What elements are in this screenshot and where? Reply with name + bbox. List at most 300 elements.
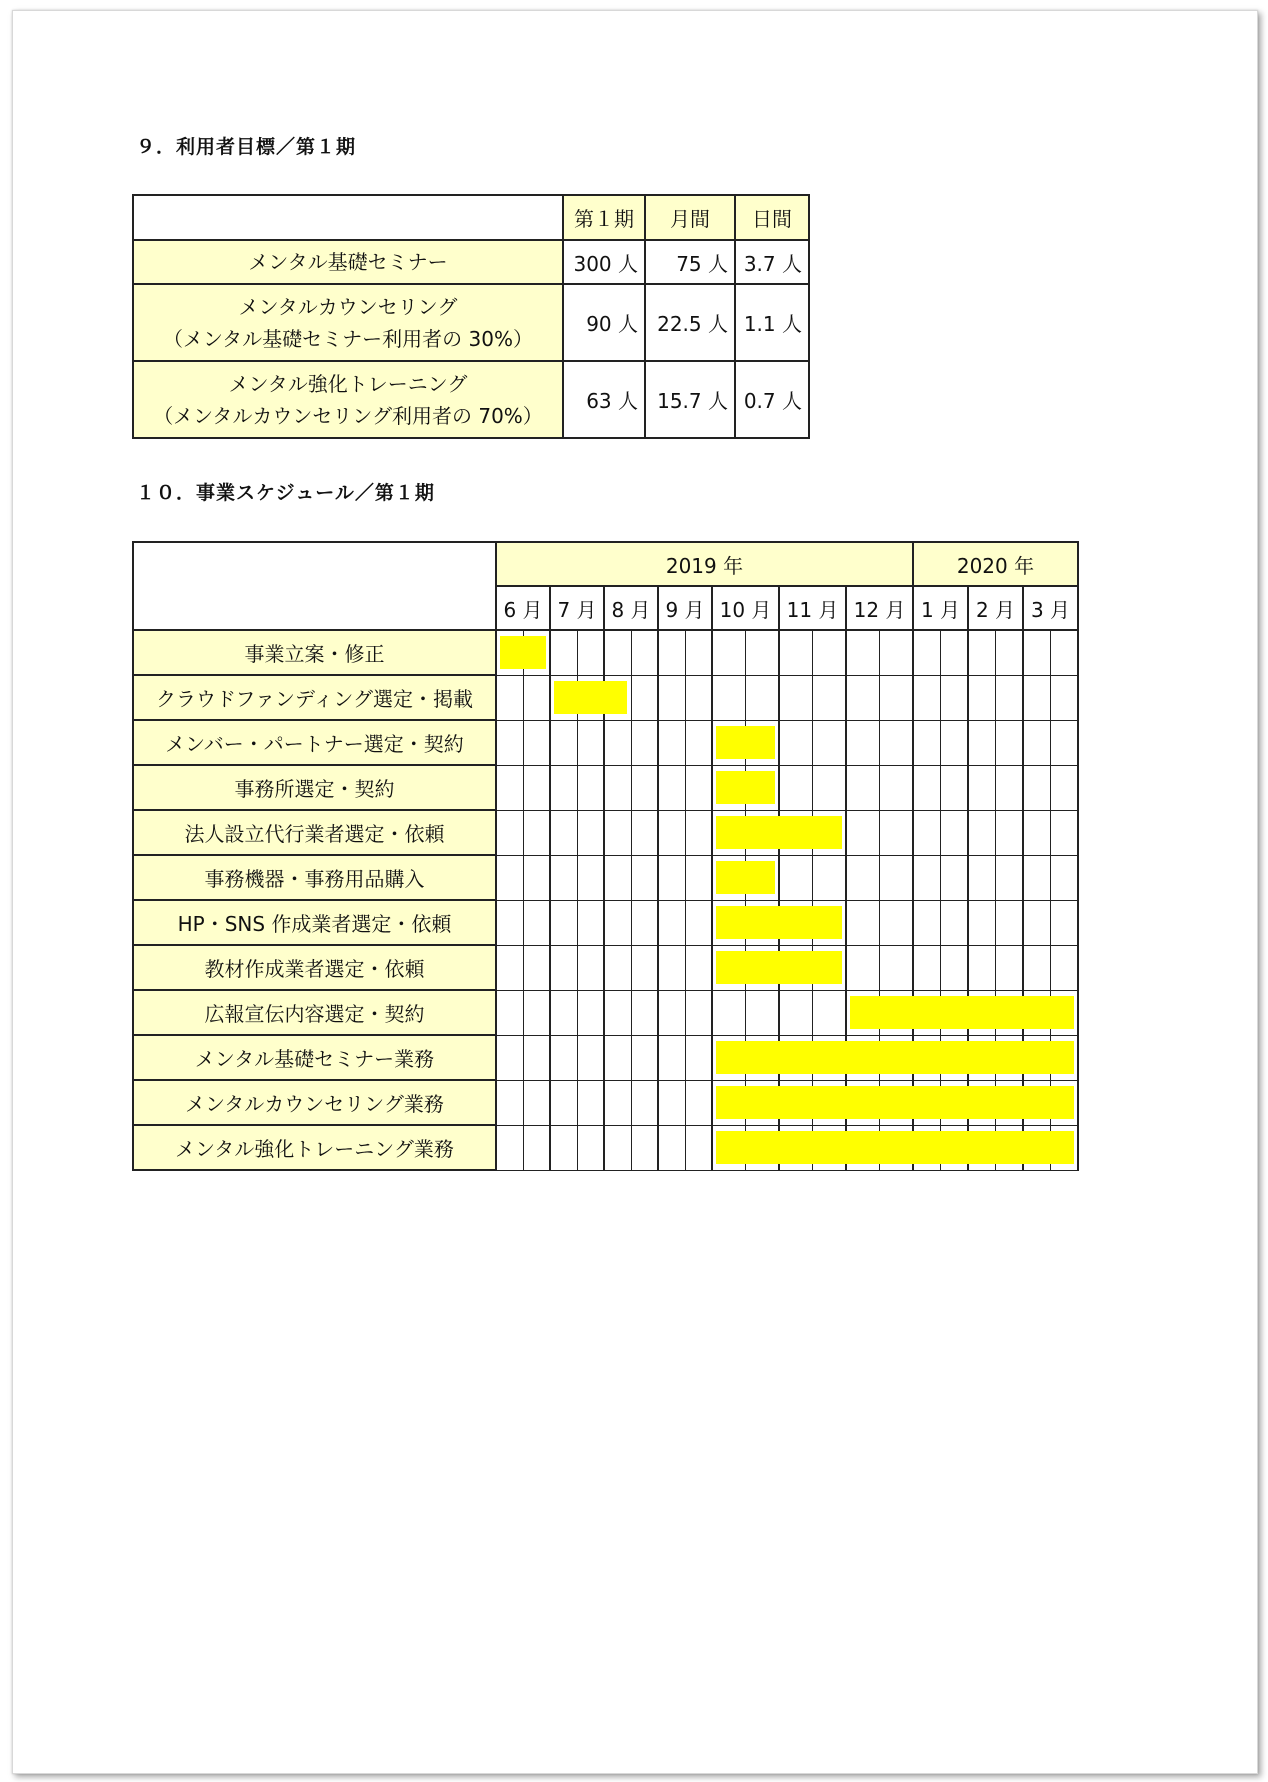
schedule-cell [685, 1035, 712, 1080]
schedule-cell [846, 1080, 880, 1125]
schedule-cell [913, 720, 941, 765]
schedule-task-row [133, 1080, 1078, 1125]
schedule-cell [577, 900, 604, 945]
schedule-cell [880, 630, 914, 675]
schedule-cell [631, 900, 658, 945]
schedule-cell [550, 1125, 577, 1170]
schedule-cell [577, 630, 604, 675]
schedule-cell [550, 1080, 577, 1125]
schedule-cell [996, 1080, 1024, 1125]
schedule-cell [712, 720, 746, 765]
schedule-cell [712, 855, 746, 900]
schedule-cell [1023, 675, 1051, 720]
task-name: 教材作成業者選定・依頼 [133, 945, 496, 990]
schedule-cell [523, 855, 550, 900]
schedule-cell [1051, 990, 1079, 1035]
schedule-cell [913, 675, 941, 720]
schedule-cell [996, 990, 1024, 1035]
schedule-cell [685, 945, 712, 990]
schedule-cell [941, 990, 969, 1035]
schedule-cell [746, 810, 780, 855]
task-name: 広報宣伝内容選定・契約 [133, 990, 496, 1035]
schedule-cell [712, 810, 746, 855]
schedule-cell [779, 720, 813, 765]
schedule-cell [658, 1080, 685, 1125]
schedule-cell [685, 1080, 712, 1125]
schedule-cell [846, 900, 880, 945]
task-name: 事務所選定・契約 [133, 765, 496, 810]
schedule-cell [1023, 855, 1051, 900]
schedule-cell [631, 1035, 658, 1080]
schedule-cell [523, 765, 550, 810]
schedule-cell [813, 900, 847, 945]
schedule-cell [846, 1035, 880, 1080]
schedule-cell [1023, 1080, 1051, 1125]
daily-value: 1.1 人 [735, 284, 809, 361]
row-label-note: （メンタルカウンセリング利用者の 70%） [153, 403, 543, 428]
schedule-cell [941, 945, 969, 990]
schedule-cell [746, 765, 780, 810]
schedule-cell [913, 900, 941, 945]
schedule-cell [846, 990, 880, 1035]
schedule-cell [550, 630, 577, 675]
row-label [133, 284, 563, 361]
month-header: 9 月 [658, 586, 712, 630]
schedule-cell [631, 720, 658, 765]
schedule-cell [496, 945, 523, 990]
month-header: 12 月 [846, 586, 913, 630]
schedule-cell [779, 990, 813, 1035]
schedule-cell [550, 945, 577, 990]
schedule-cell [577, 810, 604, 855]
schedule-cell [813, 855, 847, 900]
schedule-cell [941, 720, 969, 765]
schedule-cell [968, 900, 996, 945]
schedule-cell [496, 630, 523, 675]
schedule-cell [941, 765, 969, 810]
schedule-cell [631, 765, 658, 810]
schedule-cell [746, 1035, 780, 1080]
schedule-cell [996, 1125, 1024, 1170]
schedule-cell [996, 900, 1024, 945]
schedule-cell [846, 810, 880, 855]
schedule-cell [941, 1080, 969, 1125]
schedule-cell [604, 1125, 631, 1170]
schedule-cell [941, 810, 969, 855]
schedule-cell [685, 1125, 712, 1170]
schedule-cell [658, 810, 685, 855]
schedule-cell [685, 675, 712, 720]
schedule-cell [1051, 810, 1079, 855]
schedule-cell [685, 765, 712, 810]
schedule-cell [779, 1080, 813, 1125]
schedule-cell [913, 810, 941, 855]
row-label-note: （メンタル基礎セミナー利用者の 30%） [162, 326, 533, 351]
schedule-cell [941, 1035, 969, 1080]
schedule-cell [968, 945, 996, 990]
schedule-cell [968, 765, 996, 810]
row-label [133, 361, 563, 438]
schedule-cell [523, 720, 550, 765]
schedule-cell [996, 720, 1024, 765]
schedule-cell [604, 1035, 631, 1080]
period-value: 63 人 [563, 361, 645, 438]
schedule-cell [779, 1125, 813, 1170]
month-header: 3 月 [1023, 586, 1078, 630]
schedule-cell [913, 765, 941, 810]
schedule-cell [746, 945, 780, 990]
schedule-cell [523, 1035, 550, 1080]
schedule-cell [604, 1080, 631, 1125]
monthly-value: 15.7 人 [645, 361, 735, 438]
schedule-cell [496, 855, 523, 900]
schedule-cell [631, 630, 658, 675]
schedule-cell [779, 765, 813, 810]
schedule-cell [550, 855, 577, 900]
schedule-cell [685, 630, 712, 675]
schedule-cell [523, 630, 550, 675]
schedule-cell [880, 1125, 914, 1170]
month-header: 10 月 [712, 586, 779, 630]
schedule-cell [1023, 630, 1051, 675]
schedule-cell [1051, 1080, 1079, 1125]
schedule-cell [712, 1125, 746, 1170]
schedule-cell [685, 990, 712, 1035]
schedule-cell [712, 1080, 746, 1125]
schedule-cell [496, 990, 523, 1035]
schedule-cell [577, 765, 604, 810]
schedule-task-row [133, 675, 1078, 720]
schedule-cell [550, 810, 577, 855]
schedule-cell [779, 900, 813, 945]
daily-value: 3.7 人 [735, 240, 809, 284]
schedule-cell [779, 675, 813, 720]
schedule-cell [604, 720, 631, 765]
schedule-cell [1023, 720, 1051, 765]
schedule-cell [604, 990, 631, 1035]
schedule-cell [813, 1125, 847, 1170]
month-header: 11 月 [779, 586, 846, 630]
schedule-cell [880, 945, 914, 990]
schedule-corner-cell [133, 542, 496, 630]
row-label [133, 240, 563, 284]
period-value: 90 人 [563, 284, 645, 361]
header-period: 第１期 [563, 195, 645, 240]
schedule-task-row [133, 1125, 1078, 1170]
schedule-cell [996, 810, 1024, 855]
schedule-cell [941, 630, 969, 675]
schedule-cell [941, 855, 969, 900]
schedule-cell [577, 675, 604, 720]
schedule-cell [968, 630, 996, 675]
task-name: メンタル基礎セミナー業務 [133, 1035, 496, 1080]
schedule-task-row [133, 1035, 1078, 1080]
schedule-cell [577, 1125, 604, 1170]
schedule-cell [779, 945, 813, 990]
task-name: メンタル強化トレーニング業務 [133, 1125, 496, 1170]
schedule-cell [846, 675, 880, 720]
schedule-cell [496, 1035, 523, 1080]
schedule-cell [523, 900, 550, 945]
task-name: クラウドファンディング選定・掲載 [133, 675, 496, 720]
schedule-cell [712, 630, 746, 675]
schedule-cell [712, 675, 746, 720]
schedule-cell [523, 945, 550, 990]
schedule-cell [779, 630, 813, 675]
month-header: 2 月 [968, 586, 1023, 630]
schedule-cell [968, 1080, 996, 1125]
schedule-cell [685, 810, 712, 855]
schedule-gantt-table [132, 541, 1079, 1171]
task-name: メンバー・パートナー選定・契約 [133, 720, 496, 765]
task-name: 法人設立代行業者選定・依頼 [133, 810, 496, 855]
schedule-cell [846, 630, 880, 675]
schedule-cell [880, 1080, 914, 1125]
schedule-cell [941, 675, 969, 720]
schedule-cell [746, 1125, 780, 1170]
schedule-cell [880, 990, 914, 1035]
schedule-cell [523, 675, 550, 720]
schedule-cell [913, 1125, 941, 1170]
schedule-cell [1023, 765, 1051, 810]
schedule-cell [996, 855, 1024, 900]
schedule-cell [813, 1035, 847, 1080]
schedule-cell [746, 990, 780, 1035]
section-10-title: １０．事業スケジュール／第１期 [136, 482, 435, 504]
schedule-cell [913, 1080, 941, 1125]
month-header: 6 月 [496, 586, 550, 630]
task-name: メンタルカウンセリング業務 [133, 1080, 496, 1125]
schedule-task-row [133, 855, 1078, 900]
monthly-value: 75 人 [645, 240, 735, 284]
schedule-cell [658, 1125, 685, 1170]
schedule-cell [523, 1080, 550, 1125]
schedule-cell [685, 900, 712, 945]
monthly-value: 22.5 人 [645, 284, 735, 361]
year-header: 2019 年 [496, 542, 913, 586]
schedule-cell [1051, 720, 1079, 765]
schedule-cell [913, 630, 941, 675]
schedule-task-row [133, 945, 1078, 990]
schedule-cell [1051, 1035, 1079, 1080]
schedule-cell [577, 1080, 604, 1125]
schedule-cell [631, 1080, 658, 1125]
schedule-cell [658, 675, 685, 720]
schedule-cell [813, 810, 847, 855]
schedule-cell [846, 945, 880, 990]
schedule-cell [658, 990, 685, 1035]
schedule-cell [1051, 630, 1079, 675]
schedule-cell [658, 855, 685, 900]
schedule-cell [746, 675, 780, 720]
schedule-cell [968, 675, 996, 720]
row-label-main: メンタルカウンセリング [238, 294, 458, 319]
schedule-cell [846, 765, 880, 810]
schedule-cell [996, 675, 1024, 720]
schedule-cell [712, 1035, 746, 1080]
schedule-cell [746, 630, 780, 675]
row-label-main: メンタル基礎セミナー [248, 250, 448, 274]
schedule-cell [550, 675, 577, 720]
schedule-cell [941, 900, 969, 945]
schedule-cell [712, 900, 746, 945]
schedule-cell [1023, 990, 1051, 1035]
schedule-cell [577, 945, 604, 990]
schedule-cell [658, 900, 685, 945]
header-daily: 日間 [735, 195, 809, 240]
schedule-cell [813, 675, 847, 720]
task-name: 事業立案・修正 [133, 630, 496, 675]
schedule-cell [550, 990, 577, 1035]
schedule-cell [779, 1035, 813, 1080]
schedule-cell [604, 765, 631, 810]
schedule-cell [968, 1035, 996, 1080]
schedule-task-row [133, 765, 1078, 810]
schedule-cell [496, 810, 523, 855]
schedule-cell [523, 990, 550, 1035]
schedule-cell [913, 1035, 941, 1080]
schedule-cell [968, 855, 996, 900]
schedule-cell [496, 675, 523, 720]
schedule-cell [813, 720, 847, 765]
month-header: 7 月 [550, 586, 604, 630]
schedule-cell [1051, 675, 1079, 720]
row-label-main: メンタル強化トレーニング [228, 371, 468, 396]
schedule-cell [631, 810, 658, 855]
schedule-cell [631, 945, 658, 990]
schedule-cell [968, 720, 996, 765]
month-header: 8 月 [604, 586, 658, 630]
schedule-cell [658, 630, 685, 675]
schedule-cell [577, 855, 604, 900]
schedule-cell [604, 945, 631, 990]
schedule-cell [631, 675, 658, 720]
schedule-cell [577, 990, 604, 1035]
schedule-cell [746, 900, 780, 945]
schedule-task-row [133, 630, 1078, 675]
schedule-cell [550, 720, 577, 765]
schedule-cell [1023, 945, 1051, 990]
schedule-cell [880, 765, 914, 810]
schedule-cell [913, 990, 941, 1035]
schedule-cell [968, 810, 996, 855]
schedule-cell [746, 855, 780, 900]
schedule-cell [604, 630, 631, 675]
schedule-cell [631, 855, 658, 900]
year-header: 2020 年 [913, 542, 1078, 586]
schedule-cell [746, 1080, 780, 1125]
schedule-cell [685, 855, 712, 900]
daily-value: 0.7 人 [735, 361, 809, 438]
schedule-cell [523, 1125, 550, 1170]
schedule-cell [523, 810, 550, 855]
schedule-cell [550, 1035, 577, 1080]
schedule-cell [846, 855, 880, 900]
schedule-cell [631, 990, 658, 1035]
schedule-cell [779, 810, 813, 855]
header-empty-cell [133, 195, 563, 240]
section-9-title: ９．利用者目標／第１期 [136, 136, 357, 158]
schedule-cell [1023, 1035, 1051, 1080]
schedule-cell [712, 990, 746, 1035]
schedule-cell [880, 855, 914, 900]
schedule-task-row [133, 810, 1078, 855]
schedule-cell [604, 900, 631, 945]
header-monthly: 月間 [645, 195, 735, 240]
schedule-cell [604, 855, 631, 900]
schedule-cell [813, 765, 847, 810]
month-header: 1 月 [913, 586, 968, 630]
schedule-task-row [133, 990, 1078, 1035]
schedule-cell [712, 945, 746, 990]
schedule-cell [685, 720, 712, 765]
schedule-cell [880, 810, 914, 855]
schedule-cell [813, 990, 847, 1035]
schedule-cell [846, 720, 880, 765]
schedule-cell [913, 945, 941, 990]
schedule-task-row [133, 900, 1078, 945]
schedule-cell [1051, 765, 1079, 810]
schedule-cell [1023, 810, 1051, 855]
schedule-cell [1051, 900, 1079, 945]
schedule-cell [550, 900, 577, 945]
period-value: 300 人 [563, 240, 645, 284]
schedule-cell [813, 945, 847, 990]
schedule-cell [996, 765, 1024, 810]
schedule-cell [880, 900, 914, 945]
schedule-cell [658, 720, 685, 765]
schedule-cell [1051, 945, 1079, 990]
task-name: 事務機器・事務用品購入 [133, 855, 496, 900]
schedule-cell [577, 1035, 604, 1080]
schedule-cell [604, 810, 631, 855]
schedule-cell [846, 1125, 880, 1170]
schedule-cell [496, 765, 523, 810]
schedule-cell [1023, 1125, 1051, 1170]
schedule-cell [1023, 900, 1051, 945]
schedule-cell [496, 1080, 523, 1125]
schedule-cell [813, 630, 847, 675]
schedule-cell [1051, 855, 1079, 900]
schedule-cell [496, 720, 523, 765]
schedule-cell [813, 1080, 847, 1125]
schedule-cell [631, 1125, 658, 1170]
schedule-cell [1051, 1125, 1079, 1170]
schedule-cell [496, 1125, 523, 1170]
user-target-table [132, 194, 810, 439]
schedule-cell [968, 990, 996, 1035]
schedule-task-row [133, 720, 1078, 765]
schedule-cell [577, 720, 604, 765]
schedule-cell [496, 900, 523, 945]
schedule-cell [550, 765, 577, 810]
schedule-cell [996, 1035, 1024, 1080]
schedule-cell [658, 765, 685, 810]
schedule-cell [941, 1125, 969, 1170]
schedule-cell [968, 1125, 996, 1170]
schedule-cell [746, 720, 780, 765]
schedule-cell [604, 675, 631, 720]
task-name: HP・SNS 作成業者選定・依頼 [133, 900, 496, 945]
schedule-cell [712, 765, 746, 810]
schedule-cell [658, 945, 685, 990]
schedule-cell [913, 855, 941, 900]
schedule-cell [658, 1035, 685, 1080]
schedule-cell [880, 1035, 914, 1080]
schedule-cell [996, 945, 1024, 990]
schedule-cell [779, 855, 813, 900]
schedule-cell [996, 630, 1024, 675]
